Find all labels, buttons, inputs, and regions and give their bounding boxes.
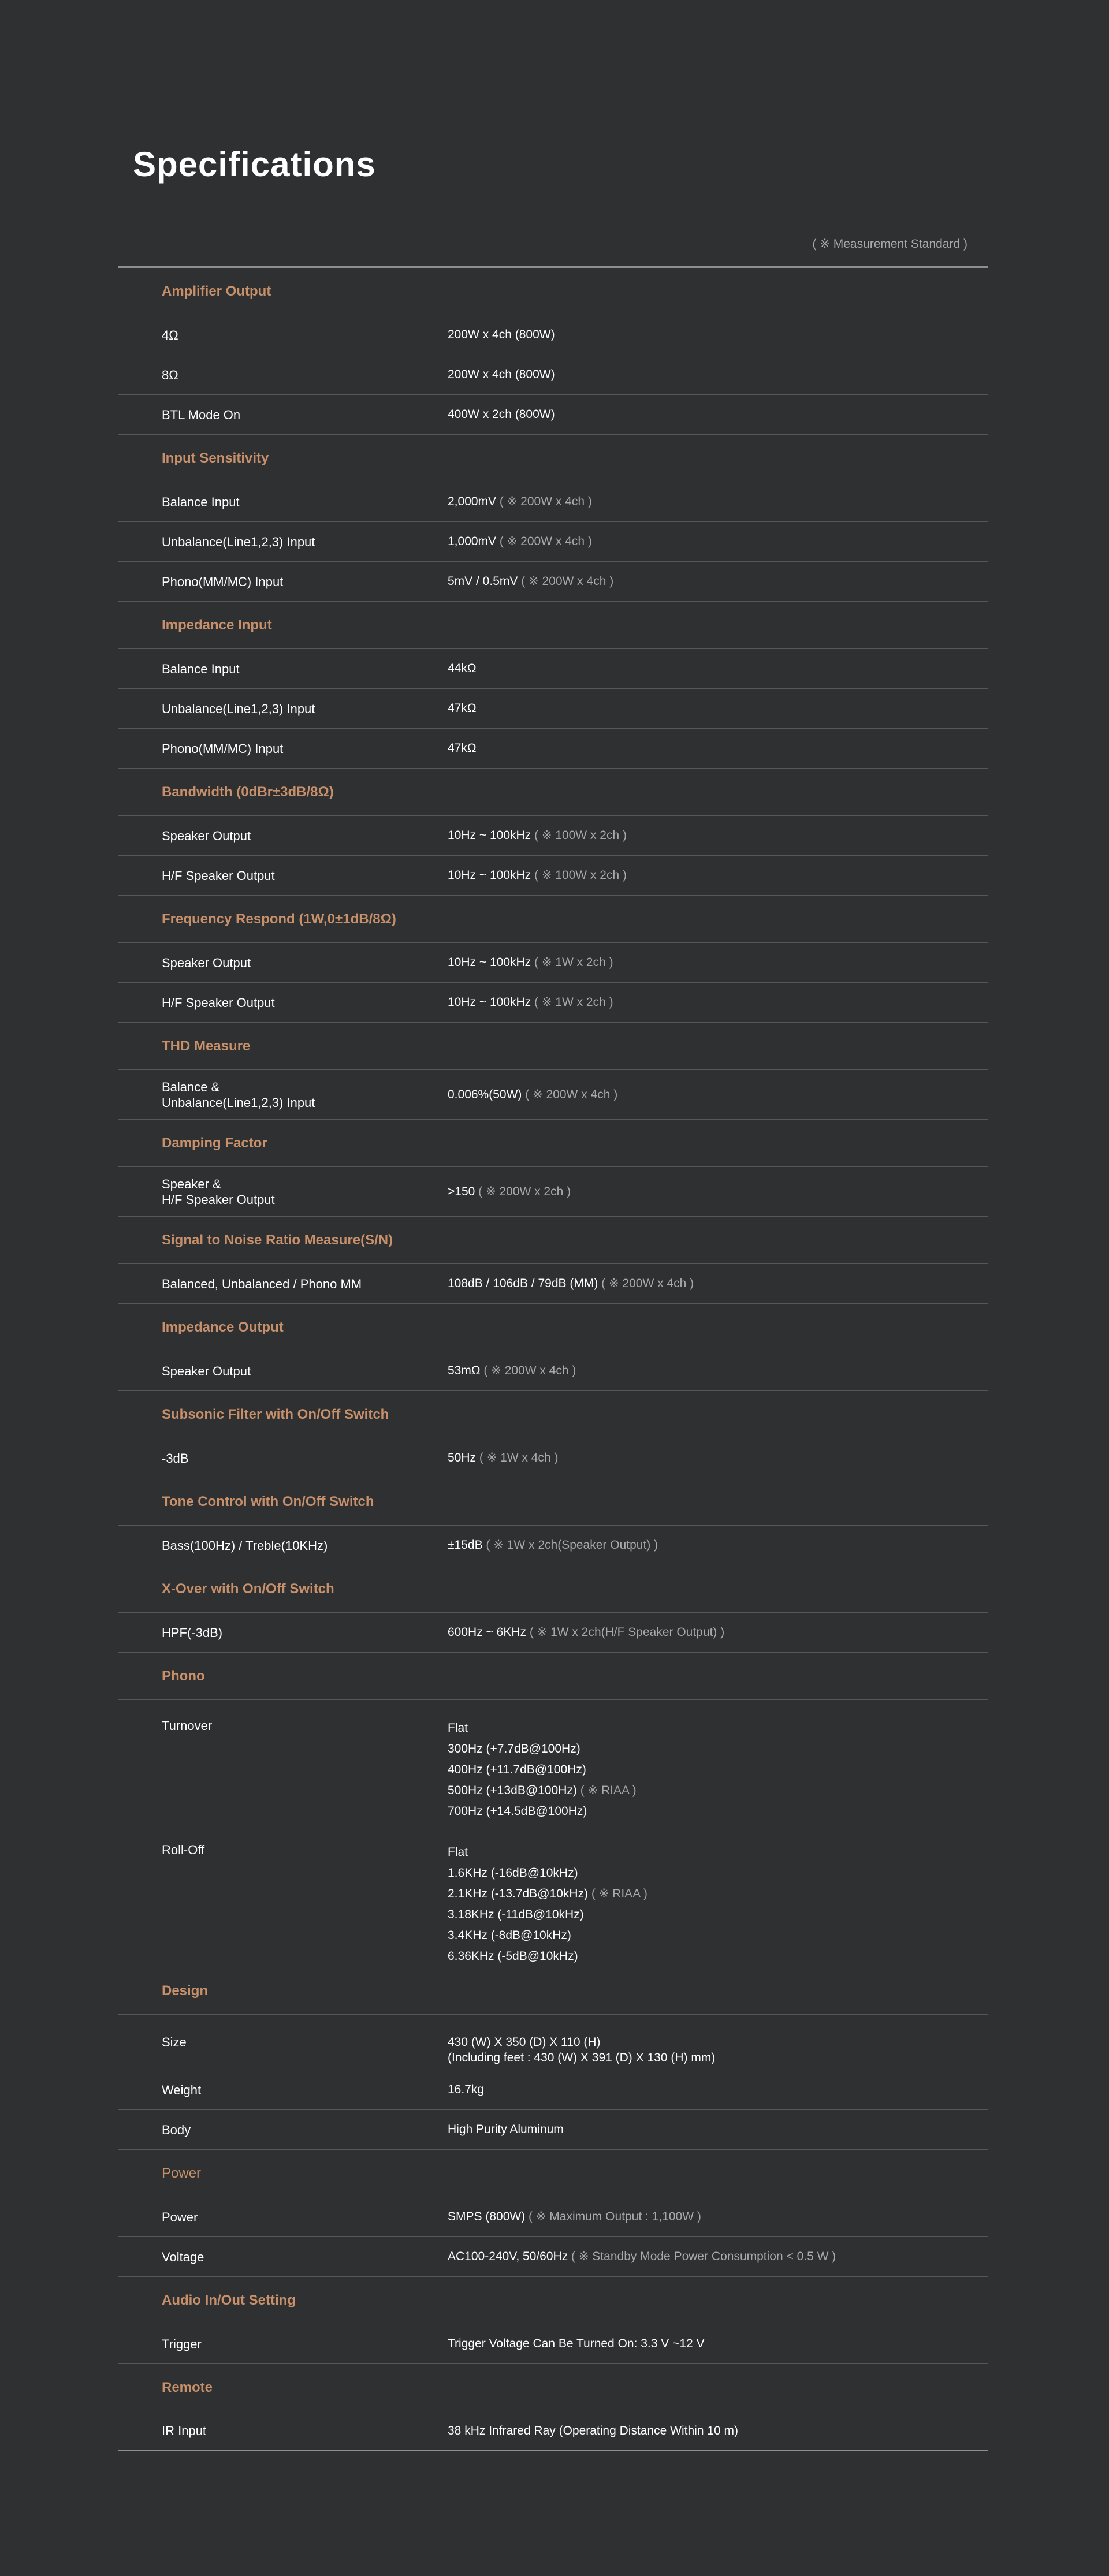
spec-value-note: ( ※ 200W x 4ch ) [496,495,592,508]
spec-value-line [448,1360,576,1381]
spec-row [118,649,988,689]
spec-value [448,698,477,719]
spec-row [118,983,988,1023]
spec-value-note: ( ※ 1W x 2ch ) [531,996,613,1009]
section-title: Tone Control with On/Off Switch [162,1493,374,1509]
spec-row [118,2070,988,2110]
spec-value-line [448,1273,694,1294]
spec-row [118,1264,988,1304]
spec-row [118,522,988,562]
spec-value [448,825,627,846]
spec-value [448,1842,647,1967]
spec-row [118,729,988,769]
spec-value-line [448,825,627,846]
spec-label: H/F Speaker Output [162,995,275,1010]
spec-value-line [448,2421,738,2441]
spec-value [448,952,613,973]
spec-value-main: 500Hz (+13dB@100Hz) [448,1784,577,1797]
spec-row [118,856,988,896]
spec-value-line [448,952,613,973]
spec-value-main: 10Hz ~ 100kHz [448,996,531,1009]
section-header-x-over-with-on-off-switch [118,1565,988,1613]
spec-row [118,395,988,435]
page-title: Specifications [133,145,376,184]
spec-label: Roll-Off [162,1843,205,1857]
spec-row [118,1438,988,1478]
spec-label: Unbalance(Line1,2,3) Input [162,701,315,716]
spec-value-main: SMPS (800W) [448,2210,526,2223]
spec-value [448,531,592,552]
spec-value-main: 600Hz ~ 6KHz [448,1626,526,1639]
spec-value [448,325,555,345]
spec-value-line [448,1622,724,1643]
spec-value [448,2079,484,2100]
spec-value-main: 47kΩ [448,702,477,715]
spec-value-main: AC100-240V, 50/60Hz [448,2250,568,2263]
spec-row [118,2411,988,2451]
spec-value-line [448,1718,637,1739]
spec-label: BTL Mode On [162,407,241,422]
section-title: Frequency Respond (1W,0±1dB/8Ω) [162,911,396,927]
spec-value [448,571,613,592]
spec-value-line [448,404,555,425]
spec-label: IR Input [162,2424,207,2438]
spec-row [118,816,988,856]
section-header-phono [118,1653,988,1700]
spec-value-main: 0.006%(50W) [448,1087,522,1101]
spec-value-note: ( ※ 1W x 4ch ) [476,1451,559,1464]
spec-value-line [448,325,555,345]
spec-value-main: 430 (W) X 350 (D) X 110 (H) [448,2036,601,2049]
spec-value-main: 3.18KHz (-11dB@10kHz) [448,1908,584,1921]
spec-value-note: ( ※ RIAA ) [588,1887,647,1900]
spec-value-main: 53mΩ [448,1364,481,1377]
spec-label: Size [162,2035,187,2049]
spec-value-main: >150 [448,1184,475,1198]
spec-value-line [448,1535,658,1556]
section-header-impedance-output [118,1304,988,1351]
spec-value-main: 44kΩ [448,662,477,675]
section-title: Subsonic Filter with On/Off Switch [162,1406,389,1422]
spec-value-main: 50Hz [448,1451,477,1464]
spec-value [448,865,627,886]
spec-row [118,2237,988,2277]
spec-value-line [448,1448,558,1468]
spec-value-line [448,1739,637,1759]
spec-row [118,2324,988,2364]
spec-value-main: 2,000mV [448,495,497,508]
spec-value-main: 1,000mV [448,535,497,548]
spec-value-line [448,2119,564,2140]
spec-value-line [448,1925,647,1946]
section-header-thd-measure [118,1023,988,1070]
spec-value-main: 300Hz (+7.7dB@100Hz) [448,1742,580,1755]
spec-value-main: 2.1KHz (-13.7dB@10kHz) [448,1887,589,1900]
spec-value-line [448,2034,715,2050]
spec-value-note: ( ※ 1W x 2ch(H/F Speaker Output) ) [526,1626,725,1639]
section-header-remote [118,2364,988,2411]
spec-label: Body [162,2122,191,2137]
spec-value-line [448,1904,647,1925]
spec-value [448,1718,637,1822]
section-title: Power [162,2165,202,2181]
spec-label: Speaker Output [162,828,251,843]
spec-value-line [448,865,627,886]
section-title: Damping Factor [162,1135,267,1151]
section-header-impedance-input [118,602,988,649]
spec-label: Voltage [162,2249,204,2264]
spec-value-main: 400W x 2ch (800W) [448,408,555,421]
spec-value-main: ±15dB [448,1538,483,1552]
spec-value-main: 10Hz ~ 100kHz [448,956,531,969]
spec-value [448,738,477,759]
spec-value-line [448,1759,637,1780]
spec-value-note: ( ※ 100W x 2ch ) [531,829,627,842]
spec-value-line [448,1863,647,1884]
spec-value-line [448,2079,484,2100]
section-header-frequency-respond-1w-0-1db-8 [118,896,988,943]
spec-value [448,1084,617,1105]
spec-value-main: Flat [448,1721,468,1735]
spec-value-main: 6.36KHz (-5dB@10kHz) [448,1949,578,1963]
spec-label: Phono(MM/MC) Input [162,574,284,589]
spec-value-line [448,738,477,759]
spec-row [118,1613,988,1653]
spec-label: Power [162,2209,198,2224]
spec-value-line [448,2246,836,2267]
spec-label: Turnover [162,1718,213,1733]
spec-value-main: 108dB / 106dB / 79dB (MM) [448,1277,598,1290]
spec-value [448,2421,738,2441]
spec-value-main: 47kΩ [448,741,477,755]
section-title: Amplifier Output [162,283,271,299]
spec-value-line [448,364,555,385]
section-title: Signal to Noise Ratio Measure(S/N) [162,1232,393,1248]
spec-value-main: Trigger Voltage Can Be Turned On: 3.3 V ~12 V [448,2337,705,2350]
spec-value [448,1273,694,1294]
section-header-power [118,2150,988,2197]
spec-value [448,1448,558,1468]
spec-row [118,1070,988,1120]
spec-value-main: 200W x 4ch (800W) [448,328,555,341]
spec-value [448,2034,715,2066]
spec-row [118,2110,988,2150]
spec-row [118,355,988,395]
section-header-design [118,1967,988,2015]
spec-value-note: ( ※ 200W x 4ch ) [496,535,592,548]
section-header-tone-control-with-on-off-switch [118,1478,988,1526]
spec-value-main: 10Hz ~ 100kHz [448,829,531,842]
spec-value [448,364,555,385]
spec-row [118,943,988,983]
spec-row [118,482,988,522]
spec-value-main: 200W x 4ch (800W) [448,368,555,381]
spec-value-line [448,1084,617,1105]
section-header-audio-in-out-setting [118,2277,988,2324]
spec-value-main: (Including feet : 430 (W) X 391 (D) X 130 (H) mm) [448,2051,716,2064]
spec-label: Balance Input [162,661,240,676]
section-title: Input Sensitivity [162,450,269,466]
spec-label: Speaker Output [162,955,251,970]
spec-value-main: 5mV / 0.5mV [448,575,518,588]
spec-label: -3dB [162,1451,189,1466]
spec-value-line [448,2333,705,2354]
spec-label: Speaker & H/F Speaker Output [162,1176,275,1207]
section-title: Remote [162,2379,213,2395]
spec-label: 4Ω [162,327,178,342]
spec-value-line [448,571,613,592]
spec-value [448,992,613,1013]
spec-value-main: 1.6KHz (-16dB@10kHz) [448,1866,578,1880]
spec-label: H/F Speaker Output [162,868,275,883]
spec-value-line [448,1842,647,1863]
spec-value-main: 700Hz (+14.5dB@100Hz) [448,1805,587,1818]
section-title: Impedance Input [162,617,272,633]
spec-label: Balance & Unbalance(Line1,2,3) Input [162,1079,315,1110]
spec-value-main: Flat [448,1846,468,1859]
section-title: Bandwidth (0dBr±3dB/8Ω) [162,784,334,800]
spec-label: Bass(100Hz) / Treble(10KHz) [162,1538,328,1553]
spec-label: Balance Input [162,494,240,509]
spec-value [448,1360,576,1381]
spec-value-line [448,2050,715,2066]
spec-table [118,266,988,2451]
spec-value-main: 10Hz ~ 100kHz [448,868,531,882]
spec-value-note: ( ※ 100W x 2ch ) [531,868,627,882]
section-title: X-Over with On/Off Switch [162,1580,334,1597]
spec-row [118,689,988,729]
spec-row [118,1526,988,1565]
spec-value-line [448,698,477,719]
spec-value-main: 3.4KHz (-8dB@10kHz) [448,1929,571,1942]
spec-label: Unbalance(Line1,2,3) Input [162,534,315,549]
spec-label: Speaker Output [162,1363,251,1378]
spec-label: Weight [162,2082,202,2097]
spec-value-note: ( ※ Standby Mode Power Consumption < 0.5 W ) [568,2250,836,2263]
spec-row [118,2015,988,2070]
spec-value-note: ( ※ 200W x 4ch ) [480,1364,576,1377]
section-title: Impedance Output [162,1319,284,1335]
spec-value-note: ( ※ 200W x 4ch ) [518,575,614,588]
spec-value-line [448,531,592,552]
section-header-signal-to-noise-ratio-measure-s-n [118,1217,988,1264]
spec-value [448,1622,724,1643]
spec-value [448,658,477,679]
spec-row [118,2197,988,2237]
spec-row [118,1700,988,1824]
spec-label: Trigger [162,2336,202,2351]
section-header-bandwidth-0dbr-3db-8 [118,769,988,816]
spec-value-line [448,2206,701,2227]
spec-value [448,2333,705,2354]
section-header-damping-factor [118,1120,988,1167]
spec-value-main: 16.7kg [448,2083,485,2096]
section-header-input-sensitivity [118,435,988,482]
spec-value-line [448,1884,647,1904]
spec-value-line [448,658,477,679]
measurement-standard-note: ( ※ Measurement Standard ) [812,237,967,251]
section-title: Phono [162,1668,205,1684]
spec-row [118,1167,988,1217]
spec-value [448,2246,836,2267]
spec-value-note: ( ※ 1W x 2ch(Speaker Output) ) [482,1538,658,1552]
spec-value-main: High Purity Aluminum [448,2123,564,2136]
spec-value-main: 38 kHz Infrared Ray (Operating Distance Within 10 m) [448,2424,739,2437]
spec-row [118,315,988,355]
spec-value [448,491,592,512]
section-title: Audio In/Out Setting [162,2292,296,2308]
spec-value [448,404,555,425]
spec-value-note: ( ※ Maximum Output : 1,100W ) [525,2210,701,2223]
spec-label: HPF(-3dB) [162,1625,223,1640]
spec-value [448,1535,658,1556]
spec-value [448,2119,564,2140]
spec-label: Balanced, Unbalanced / Phono MM [162,1276,362,1291]
spec-value-main: 400Hz (+11.7dB@100Hz) [448,1763,586,1776]
spec-value-note: ( ※ RIAA ) [576,1784,637,1797]
section-header-subsonic-filter-with-on-off-switch [118,1391,988,1438]
spec-value-note: ( ※ 200W x 4ch ) [598,1277,694,1290]
spec-row [118,1351,988,1391]
section-title: THD Measure [162,1038,251,1054]
spec-value-line [448,992,613,1013]
spec-value-line [448,491,592,512]
section-title: Design [162,1982,209,1999]
spec-row [118,1824,988,1967]
spec-value-note: ( ※ 1W x 2ch ) [531,956,613,969]
spec-value-line [448,1801,637,1822]
section-header-amplifier-output [118,268,988,315]
spec-value-line [448,1780,637,1801]
spec-label: Phono(MM/MC) Input [162,741,284,756]
spec-value-note: ( ※ 200W x 2ch ) [475,1184,571,1198]
spec-value-note: ( ※ 200W x 4ch ) [522,1087,618,1101]
spec-value [448,1181,571,1202]
spec-value [448,2206,701,2227]
spec-row [118,562,988,602]
spec-value-line [448,1181,571,1202]
spec-label: 8Ω [162,367,178,382]
spec-value-line [448,1946,647,1967]
